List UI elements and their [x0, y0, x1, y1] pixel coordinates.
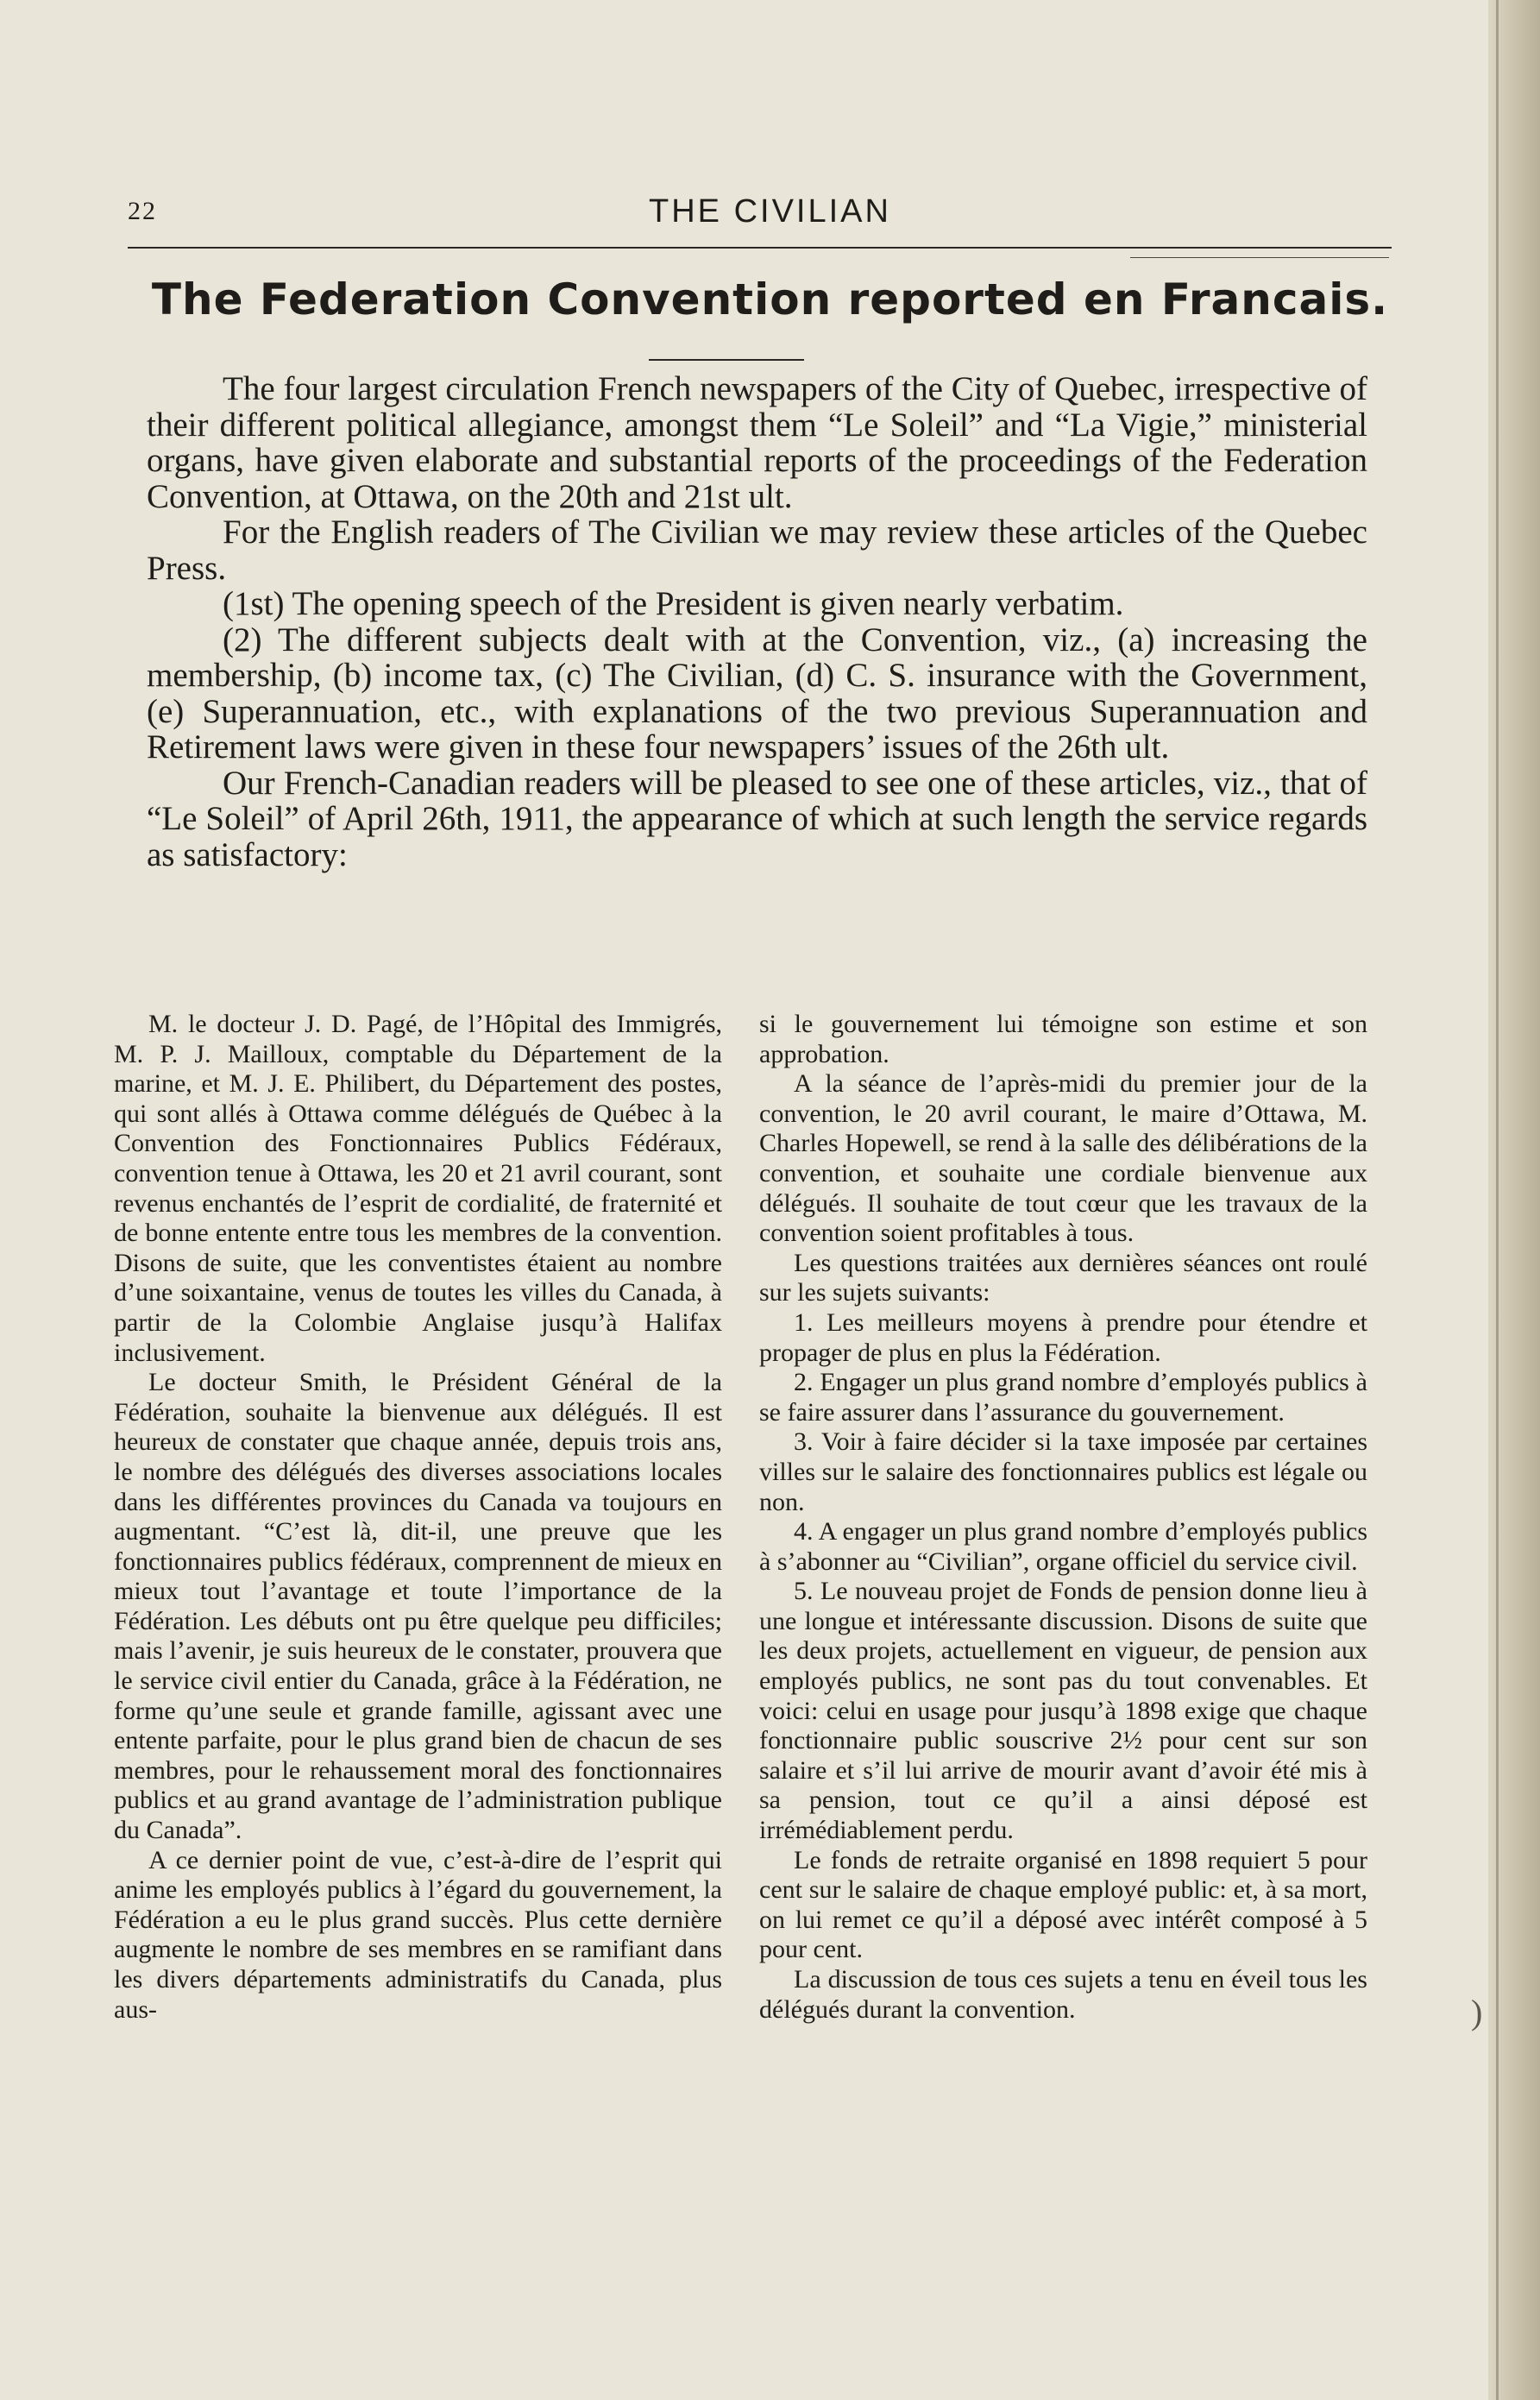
running-head: THE CIVILIAN [649, 193, 891, 230]
headline-divider [649, 359, 804, 361]
margin-mark: ) [1471, 1993, 1483, 2031]
column-paragraph: 2. Engager un plus grand nombre d’employés publics à se faire assurer dans l’assurance du gouvernement. [759, 1368, 1367, 1427]
column-paragraph: La discussion de tous ces sujets a tenu en éveil tous les délégués durant la convention. [759, 1965, 1367, 2024]
column-paragraph: Le docteur Smith, le Président Général de la Fédération, souhaite la bienvenue aux délégués. Il est heureux de constater que chaque année, depuis trois ans, le nombre des délégués des diverses associations locales dans les différentes provinces du Canada va toujours en augmentant. “C’est là, dit-il, une preuve que les fonctionnaires publics fédéraux, comprennent de mieux en mieux tout l’avantage et toute l’importance de la Fédération. Les débuts ont pu être quelque peu difficiles; mais l’avenir, je suis heureux de le constater, prouvera que le service civil entier du Canada, grâce à la Fédération, ne forme qu’une seule et grande famille, agissant avec une entente parfaite, pour le plus grand bien de chacun de ses membres, pour le rehaussement moral des fonctionnaires publics et au grand avantage de l’administration publique du Canada”. [114, 1368, 722, 1845]
page-edge-line [1496, 0, 1499, 2400]
intro-paragraph: The four largest circulation French newspapers of the City of Quebec, irrespective of their different political allegiance, amongst them “Le Soleil” and “La Vigie,” ministerial organs, have given elaborate and substantial reports of the proceedings of the Federation Convention, at Ottawa, on the 20th and 21st ult. [147, 370, 1367, 515]
page-number: 22 [128, 197, 157, 225]
column-paragraph: si le gouvernement lui témoigne son estime et son approbation. [759, 1010, 1367, 1068]
column-paragraph: 3. Voir à faire décider si la taxe imposée par certaines villes sur le salaire des fonctionnaires publics est légale ou non. [759, 1427, 1367, 1516]
column-paragraph: A la séance de l’après-midi du premier jour de la convention, le 20 avril courant, le maire d’Ottawa, M. Charles Hopewell, se rend à la salle des délibérations de la convention, et souhaite une cordiale bienvenue aux délégués. Il souhaite de tout cœur que les travaux de la convention soient profitables à tous. [759, 1069, 1367, 1248]
header-rule [128, 247, 1392, 249]
column-paragraph: A ce dernier point de vue, c’est-à-dire de l’esprit qui anime les employés publics à l’égard du gouvernement, la Fédération a eu le plus grand succès. Plus cette dernière augmente le nombre de ses membres en se ramifiant dans les divers départements administratifs du Canada, plus aus- [114, 1845, 722, 2024]
column-right [759, 1010, 1367, 2025]
intro-paragraph: (1st) The opening speech of the President is given nearly verbatim. [223, 585, 1124, 622]
column-left [114, 1010, 722, 2025]
article-columns [114, 1010, 1391, 2339]
article-headline: The Federation Convention reported en Francais. [151, 274, 1389, 324]
header-rule-secondary [1130, 257, 1389, 258]
column-paragraph: Les questions traitées aux dernières séances ont roulé sur les sujets suivants: [759, 1248, 1367, 1307]
column-paragraph: Le fonds de retraite organisé en 1898 requiert 5 pour cent sur le salaire de chaque employé public: et, à sa mort, on lui remet ce qu’il a déposé avec intérêt composé à 5 pour cent. [759, 1845, 1367, 1964]
intro-paragraph: (2) The different subjects dealt with at the Convention, viz., (a) increasing the membership, (b) income tax, (c) The Civilian, (d) C. S. insurance with the Government, (e) Superannuation, etc., with explanations of the two previous Superannuation and Retirement laws were given in these four newspapers’ issues of the 26th ult. [147, 620, 1367, 765]
column-paragraph: 1. Les meilleurs moyens à prendre pour étendre et propager de plus en plus la Fédération. [759, 1307, 1367, 1367]
column-paragraph: 5. Le nouveau projet de Fonds de pension donne lieu à une longue et intéressante discussion. Disons de suite que les deux projets, actuellement en vigueur, de pension aux employés publics, ne sont pas du tout convenables. Et voici: celui en usage pour jusqu’à 1898 exige que chaque fonctionnaire public souscrive 2½ pour cent sur son salaire et s’il lui arrive de mourir avant d’avoir été mis à sa pension, tout ce qu’il a ainsi déposé est irrémédiablement perdu. [759, 1577, 1367, 1845]
article-intro [147, 371, 1367, 872]
intro-paragraph: For the English readers of The Civilian we may review these articles of the Quebec Press. [147, 513, 1367, 587]
column-paragraph: M. le docteur J. D. Pagé, de l’Hôpital des Immigrés, M. P. J. Mailloux, comptable du Département de la marine, et M. J. E. Philibert, du Département des postes, qui sont allés à Ottawa comme délégués de Québec à la Convention des Fonctionnaires Publics Fédéraux, convention tenue à Ottawa, les 20 et 21 avril courant, sont revenus enchantés de l’esprit de cordialité, de fraternité et de bonne entente entre tous les membres de la convention. Disons de suite, que les conventistes étaient au nombre d’une soixantaine, venus de toutes les villes du Canada, à partir de la Colombie Anglaise jusqu’à Halifax inclusivement. [114, 1010, 722, 1367]
intro-paragraph: Our French-Canadian readers will be pleased to see one of these articles, viz., that of “Le Soleil” of April 26th, 1911, the appearance of which at such length the service regards as satisfactory: [147, 764, 1367, 873]
column-paragraph: 4. A engager un plus grand nombre d’employés publics à s’abonner au “Civilian”, organe officiel du service civil. [759, 1517, 1367, 1576]
